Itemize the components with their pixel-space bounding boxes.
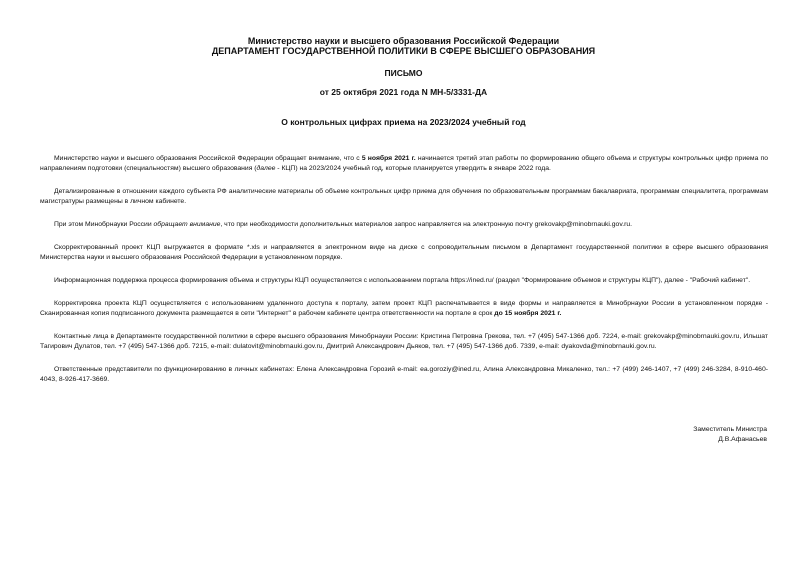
document-date-number: от 25 октября 2021 года N МН-5/3331-ДА	[319, 87, 488, 97]
document-type: ПИСЬМО	[384, 68, 423, 78]
letterhead	[0, 36, 807, 56]
paragraph-8: Ответственные представители по функционированию в личных кабинетах: Елена Александровна Горозий e-mail: ea.goroziy@ined.ru, Алина Александровна Микаленко, тел.: +7 (499) 246-1407, +7 (499) 246-3284, 8-910-460-4043, 8-926-417-3669.	[40, 366, 768, 383]
signatory-name: Д.В.Афанасьев	[718, 436, 767, 443]
paragraph-7: Контактные лица в Департаменте государственной политики в сфере высшего образования Минобрнауки России: Кристина Петровна Грекова, тел. +7 (495) 547-1366 доб. 7224, e-mail: grekovakp@minobrnauki.gov.ru, Ильшат Тагирович Дулатов, тел. +7 (495) 547-1366 доб. 7215, e-mail: dulatovit@minobrnauki.gov.ru, Дмитрий Александрович Дьяков, тел. +7 (495) 547-1366 доб. 7339, e-mail: dyakovda@minobrnauki.gov.ru.	[40, 333, 768, 350]
paragraph-5: Информационная поддержка процесса формирования объема и структуры КЦП осуществляется с использованием портала https://ined.ru/ (раздел "Формирование объемов и структуры КЦП"), далее - "Рабочий кабинет".	[54, 277, 751, 284]
paragraph-1: Министерство науки и высшего образования Российской Федерации обращает внимание, что с 5 ноября 2021 г. начинается третий этап работы по формированию общего объема и структуры контрольных цифр приема по направлениям подготовки (специальностям) высшего образования (далее - КЦП) на 2023/2024 учебный год, которые планируется утвердить в январе 2022 года.	[40, 155, 768, 172]
paragraph-2: Детализированные в отношении каждого субъекта РФ аналитические материалы об объеме контрольных цифр приема для обучения по образовательным программам бакалавриата, программам специалитета, программам магистратуры размещены в личном кабинете.	[40, 188, 768, 205]
department-name: ДЕПАРТАМЕНТ ГОСУДАРСТВЕННОЙ ПОЛИТИКИ В СФЕРЕ ВЫСШЕГО ОБРАЗОВАНИЯ	[211, 46, 596, 56]
letter-body	[40, 154, 768, 398]
paragraph-4: Скорректированный проект КЦП выгружается в формате *.xls и направляется в электронном виде на диске с сопроводительным письмом в Департамент государственной политики в сфере высшего образования Министерства науки и высшего образования Российской Федерации в установленном порядке.	[40, 244, 768, 261]
ministry-name: Министерство науки и высшего образования Российской Федерации	[247, 36, 560, 46]
document-subject: О контрольных цифрах приема на 2023/2024 учебный год	[281, 117, 526, 127]
signatory-position: Заместитель Министра	[693, 426, 767, 433]
paragraph-6: Корректировка проекта КЦП осуществляется с использованием удаленного доступа к порталу, затем проект КЦП распечатывается в виде формы и направляется в Минобрнауки России в установленном порядке - Сканированная копия подписанного документа размещается в сети "Интернет" в рабочем кабинете центра ответственности на портале в срок до 15 ноября 2021 г.	[40, 300, 768, 317]
signature-block	[693, 425, 767, 445]
paragraph-3: При этом Минобрнауки России обращает внимание, что при необходимости дополнительных материалов запрос направляется на электронную почту grekovakp@minobrnauki.gov.ru.	[54, 221, 633, 228]
